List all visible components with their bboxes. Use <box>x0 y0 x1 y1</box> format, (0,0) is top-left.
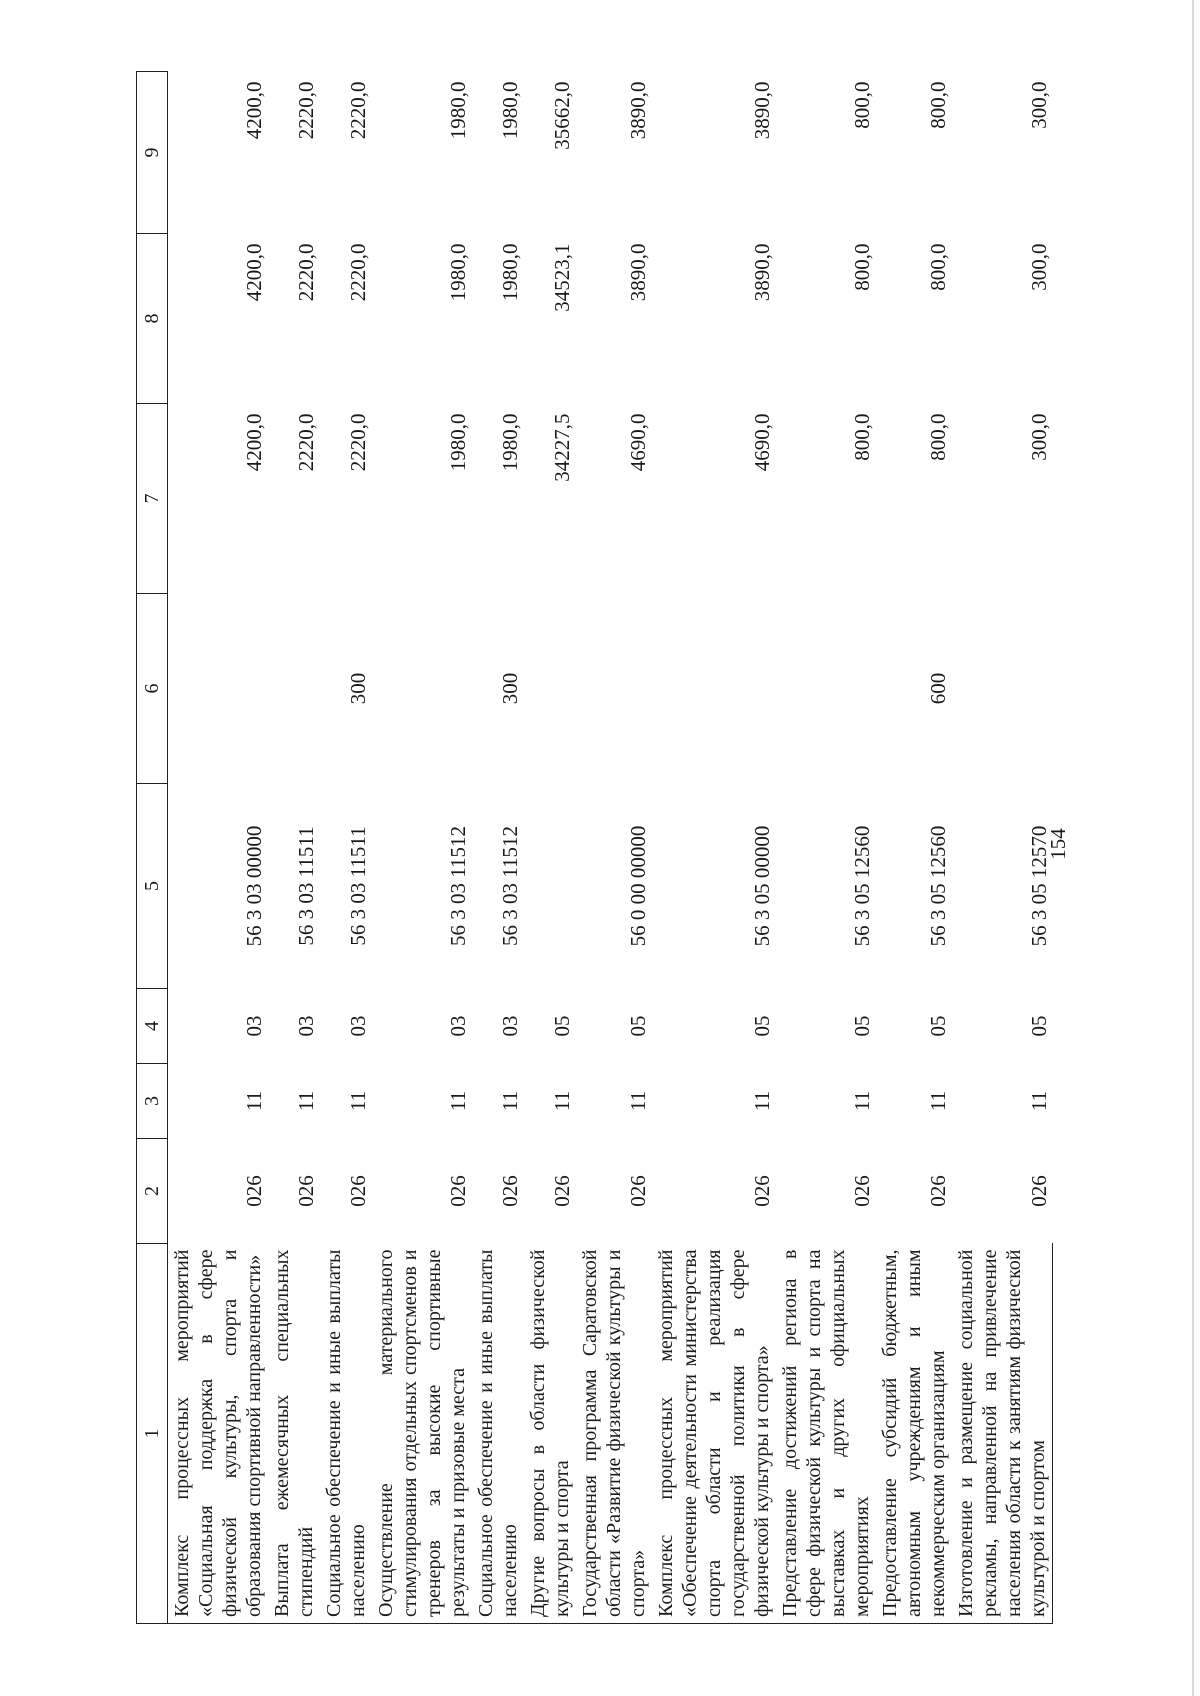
code-target-article: 56 3 03 00000 <box>242 825 266 947</box>
amount-year-3: 3890,0 <box>626 81 650 140</box>
amount-year-3: 300,0 <box>1026 81 1051 129</box>
code-ministry: 026 <box>926 1175 950 1207</box>
code-expense-type: 600 <box>926 672 950 705</box>
header-cell: 5 <box>137 784 168 989</box>
amount-year-1: 4200,0 <box>242 413 266 472</box>
amount-year-3: 800,0 <box>926 81 950 129</box>
code-expense-type <box>168 594 269 784</box>
code-section: 11 <box>498 1090 522 1112</box>
amount-year-3: 35662,0 <box>550 81 574 150</box>
amount-year-2: 2220,0 <box>346 243 370 302</box>
amount-year-2: 4200,0 <box>242 243 266 302</box>
code-section: 11 <box>850 1090 874 1112</box>
budget-table <box>136 71 1053 1624</box>
row-name: Выплата ежемесячных специальных стипендий <box>268 1244 320 1624</box>
header-cell: 9 <box>137 72 168 234</box>
amount-year-2: 800,0 <box>850 243 874 291</box>
code-section: 11 <box>346 1090 370 1112</box>
code-ministry: 026 <box>750 1175 774 1207</box>
code-subsection: 05 <box>926 1015 950 1037</box>
header-cell: 8 <box>137 234 168 404</box>
amount-year-3: 4200,0 <box>242 81 266 140</box>
amount-year-2: 3890,0 <box>750 243 774 302</box>
header-row <box>137 72 168 1624</box>
amount-year-1: 300,0 <box>1026 413 1051 461</box>
code-expense-type: 300 <box>346 672 370 705</box>
amount-year-2: 300,0 <box>1026 243 1051 291</box>
code-target-article: 56 3 05 12570 <box>1026 825 1051 947</box>
code-ministry: 026 <box>1026 1175 1051 1207</box>
amount-year-1: 4690,0 <box>750 413 774 472</box>
code-ministry: 026 <box>294 1175 318 1207</box>
row-name: Другие вопросы в области физической культуры и спорта <box>524 1244 576 1624</box>
table-row <box>472 72 524 1624</box>
code-ministry: 026 <box>550 1175 574 1207</box>
page-number: 154 <box>1046 828 1070 860</box>
code-ministry: 026 <box>446 1175 470 1207</box>
header-cell: 4 <box>137 989 168 1064</box>
amount-year-3: 2220,0 <box>346 81 370 140</box>
code-target-article: 56 3 03 11512 <box>498 826 522 946</box>
code-section: 11 <box>446 1090 470 1112</box>
amount-year-1: 800,0 <box>926 413 950 461</box>
code-section: 11 <box>926 1090 950 1112</box>
amount-year-1: 1980,0 <box>446 413 470 472</box>
code-ministry: 026 <box>850 1175 874 1207</box>
amount-year-3: 1980,0 <box>498 81 522 140</box>
code-expense-type <box>372 594 472 784</box>
table-row <box>876 72 952 1624</box>
code-target-article <box>524 784 576 989</box>
code-section: 11 <box>626 1090 650 1112</box>
amount-year-1: 1980,0 <box>498 413 522 472</box>
amount-year-2: 1980,0 <box>498 243 522 302</box>
amount-year-2: 1980,0 <box>446 243 470 302</box>
code-expense-type <box>268 594 320 784</box>
header-cell: 7 <box>137 404 168 594</box>
table-row <box>952 72 1053 1624</box>
code-ministry: 026 <box>346 1175 370 1207</box>
code-section: 11 <box>750 1090 774 1112</box>
code-target-article: 56 3 03 11511 <box>294 826 318 946</box>
amount-year-2: 34523,1 <box>550 243 574 312</box>
table-row <box>776 72 876 1624</box>
row-name: Изготовление и размещение социальной рекламы, направленной на привлечение населения области к занятиям физической культурой и спортом <box>952 1244 1053 1624</box>
code-target-article: 56 3 05 12560 <box>850 825 874 947</box>
table-row <box>652 72 776 1624</box>
amount-year-3: 2220,0 <box>294 81 318 140</box>
code-target-article: 56 0 00 00000 <box>626 825 650 947</box>
code-expense-type <box>776 594 876 784</box>
code-target-article: 56 3 03 11512 <box>446 826 470 946</box>
amount-year-1: 34227,5 <box>550 413 574 482</box>
code-section: 11 <box>242 1090 266 1112</box>
amount-year-3: 1980,0 <box>446 81 470 140</box>
amount-year-1: 4690,0 <box>626 413 650 472</box>
code-subsection: 05 <box>626 1015 650 1037</box>
code-subsection: 05 <box>750 1015 774 1037</box>
row-name: Предоставление субсидий бюджетным, автономным учреждениям и иным некоммерческим организациям <box>876 1244 952 1624</box>
code-subsection: 03 <box>294 1015 318 1037</box>
code-target-article: 56 3 05 12560 <box>926 825 950 947</box>
amount-year-1: 800,0 <box>850 413 874 461</box>
table-row <box>268 72 320 1624</box>
code-expense-type <box>576 594 652 784</box>
code-section: 11 <box>1026 1090 1051 1112</box>
table-row <box>576 72 652 1624</box>
code-ministry: 026 <box>498 1175 522 1207</box>
row-name: Комплекс процессных мероприятий «Обеспечение деятельности министерства спорта области и реализация государственной политики в сфере физической культуры и спорта» <box>652 1244 776 1624</box>
row-name: Представление достижений региона в сфере физической культуры и спорта на выставках и других официальных мероприятиях <box>776 1244 876 1624</box>
amount-year-1: 2220,0 <box>346 413 370 472</box>
code-expense-type <box>652 594 776 784</box>
header-cell: 2 <box>137 1139 168 1244</box>
code-section: 11 <box>550 1090 574 1112</box>
code-expense-type <box>952 594 1053 784</box>
amount-year-3: 3890,0 <box>750 81 774 140</box>
code-subsection: 05 <box>550 1015 574 1037</box>
header-cell: 3 <box>137 1064 168 1139</box>
code-subsection: 05 <box>850 1015 874 1037</box>
amount-year-3: 800,0 <box>850 81 874 129</box>
header-cell: 6 <box>137 594 168 784</box>
table-row <box>372 72 472 1624</box>
table-row <box>524 72 576 1624</box>
row-name: Социальное обеспечение и иные выплаты населению <box>320 1244 372 1624</box>
code-subsection: 03 <box>242 1015 266 1037</box>
amount-year-1: 2220,0 <box>294 413 318 472</box>
code-target-article: 56 3 03 11511 <box>346 826 370 946</box>
code-subsection: 03 <box>498 1015 522 1037</box>
code-expense-type: 300 <box>498 672 522 705</box>
table-row <box>168 72 269 1624</box>
code-target-article: 56 3 05 00000 <box>750 825 774 947</box>
row-name: Комплекс процессных мероприятий «Социальная поддержка в сфере физической культуры, спорта и образования спортивной направленности» <box>168 1244 269 1624</box>
code-subsection: 05 <box>1026 1015 1051 1037</box>
amount-year-2: 3890,0 <box>626 243 650 302</box>
amount-year-2: 2220,0 <box>294 243 318 302</box>
code-subsection: 03 <box>346 1015 370 1037</box>
code-section: 11 <box>294 1090 318 1112</box>
row-name: Осуществление материального стимулирования отдельных спортсменов и тренеров за высокие спортивные результаты и призовые места <box>372 1244 472 1624</box>
code-ministry: 026 <box>242 1175 266 1207</box>
row-name: Государственная программа Саратовской области «Развитие физической культуры и спорта» <box>576 1244 652 1624</box>
table-row <box>320 72 372 1624</box>
table-body <box>168 72 1053 1624</box>
code-subsection: 03 <box>446 1015 470 1037</box>
amount-year-2: 800,0 <box>926 243 950 291</box>
code-ministry: 026 <box>626 1175 650 1207</box>
header-cell: 1 <box>137 1244 168 1624</box>
row-name: Социальное обеспечение и иные выплаты населению <box>472 1244 524 1624</box>
code-expense-type <box>524 594 576 784</box>
